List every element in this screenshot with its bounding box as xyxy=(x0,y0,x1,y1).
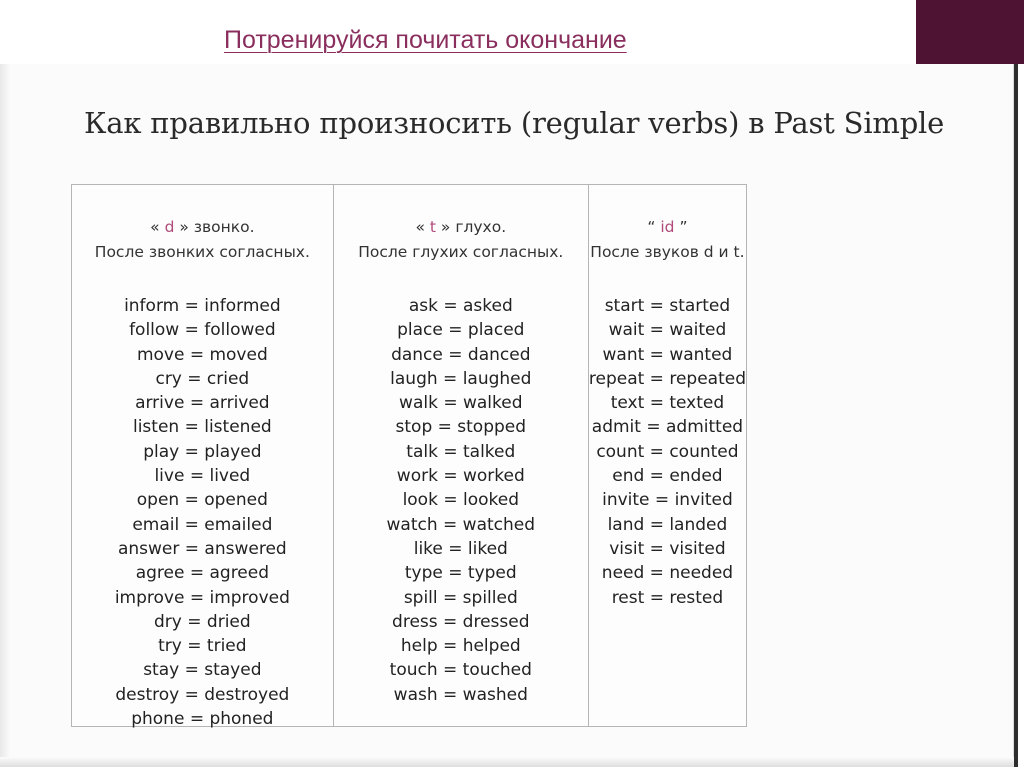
column-description: После глухих согласных. xyxy=(358,243,564,261)
verb-item: start = started xyxy=(604,296,731,316)
verb-item: need = needed xyxy=(601,563,734,584)
verb-item: help = helped xyxy=(400,636,521,657)
column-description: После звуков d и t. xyxy=(590,243,745,261)
image-bottom-shade xyxy=(0,757,1014,767)
verb-item: type = typed xyxy=(404,563,517,584)
verb-item: agree = agreed xyxy=(135,563,270,584)
column-d xyxy=(72,185,333,730)
verb-item: dance = danced xyxy=(391,344,531,365)
verb-item: destroy = destroyed xyxy=(115,684,290,705)
verb-item: land = landed xyxy=(607,514,728,535)
verb-item: walk = walked xyxy=(399,393,523,414)
verb-item: dress = dressed xyxy=(392,611,530,632)
verb-item: count = counted xyxy=(596,441,739,462)
verb-item: open = opened xyxy=(136,490,268,511)
verb-item: like = liked xyxy=(413,538,508,559)
verb-list xyxy=(589,294,746,610)
ending-symbol: id xyxy=(660,218,675,236)
ending-label: глухо. xyxy=(455,218,507,236)
verb-list xyxy=(334,294,588,707)
quote-open: « xyxy=(150,218,160,236)
column-id xyxy=(588,185,746,726)
verb-item: wash = washed xyxy=(393,684,528,705)
verb-item: invite = invited xyxy=(602,490,733,511)
verb-item: stay = stayed xyxy=(143,660,262,681)
verb-item: place = placed xyxy=(397,320,525,341)
verb-item: look = looked xyxy=(402,490,519,511)
verb-item: end = ended xyxy=(612,466,723,487)
verb-item: rest = rested xyxy=(611,587,724,608)
image-left-shade xyxy=(0,64,10,767)
verb-item: play = played xyxy=(143,441,262,462)
verb-item: admit = admitted xyxy=(591,417,744,438)
column-header xyxy=(589,215,746,267)
verb-item: inform = informed xyxy=(124,296,281,316)
verb-item: improve = improved xyxy=(114,587,290,608)
verb-pronunciation-table xyxy=(71,184,747,730)
verb-item: ask = asked xyxy=(408,296,513,316)
verb-item: touch = touched xyxy=(389,660,532,681)
verb-item: talk = talked xyxy=(406,441,516,462)
column-t xyxy=(333,185,588,726)
quote-open: « xyxy=(415,218,425,236)
verb-item: live = lived xyxy=(154,466,251,487)
verb-item: want = wanted xyxy=(602,344,733,365)
verb-item: try = tried xyxy=(158,636,247,657)
ending-label: звонко. xyxy=(193,218,255,236)
quote-close: » xyxy=(179,218,189,236)
verb-item: follow = followed xyxy=(129,320,276,341)
verb-item: answer = answered xyxy=(117,538,287,559)
verb-item: text = texted xyxy=(610,393,725,414)
verb-item: cry = cried xyxy=(155,368,250,389)
image-heading: Как правильно произносить (regular verbs) в Past Simple xyxy=(84,106,945,140)
verb-item: listen = listened xyxy=(132,417,272,438)
verb-item: move = moved xyxy=(136,344,268,365)
ending-symbol: d xyxy=(164,218,175,236)
verb-item: spill = spilled xyxy=(403,587,518,608)
quote-close: ” xyxy=(679,218,688,236)
verb-item: wait = waited xyxy=(608,320,727,341)
quote-close: » xyxy=(440,218,451,236)
verb-item: stop = stopped xyxy=(395,417,527,438)
column-description: После звонких согласных. xyxy=(94,243,310,261)
verb-item: repeat = repeated xyxy=(588,368,746,389)
verb-item: email = emailed xyxy=(132,514,273,535)
corner-accent-block xyxy=(916,0,1024,64)
verb-item: dry = dried xyxy=(154,611,251,632)
verb-list xyxy=(72,294,333,731)
verb-item: arrive = arrived xyxy=(135,393,270,414)
quote-open: “ xyxy=(647,218,656,236)
verb-item: phone = phoned xyxy=(131,709,274,730)
column-header xyxy=(72,215,333,267)
ending-symbol: t xyxy=(429,218,436,236)
verb-item: visit = visited xyxy=(609,538,726,559)
verb-item: laugh = laughed xyxy=(390,368,532,389)
verb-item: watch = watched xyxy=(386,514,536,535)
verb-item: work = worked xyxy=(396,466,525,487)
column-header xyxy=(334,215,588,267)
practice-link[interactable]: Потренируйся почитать окончание xyxy=(224,26,627,54)
